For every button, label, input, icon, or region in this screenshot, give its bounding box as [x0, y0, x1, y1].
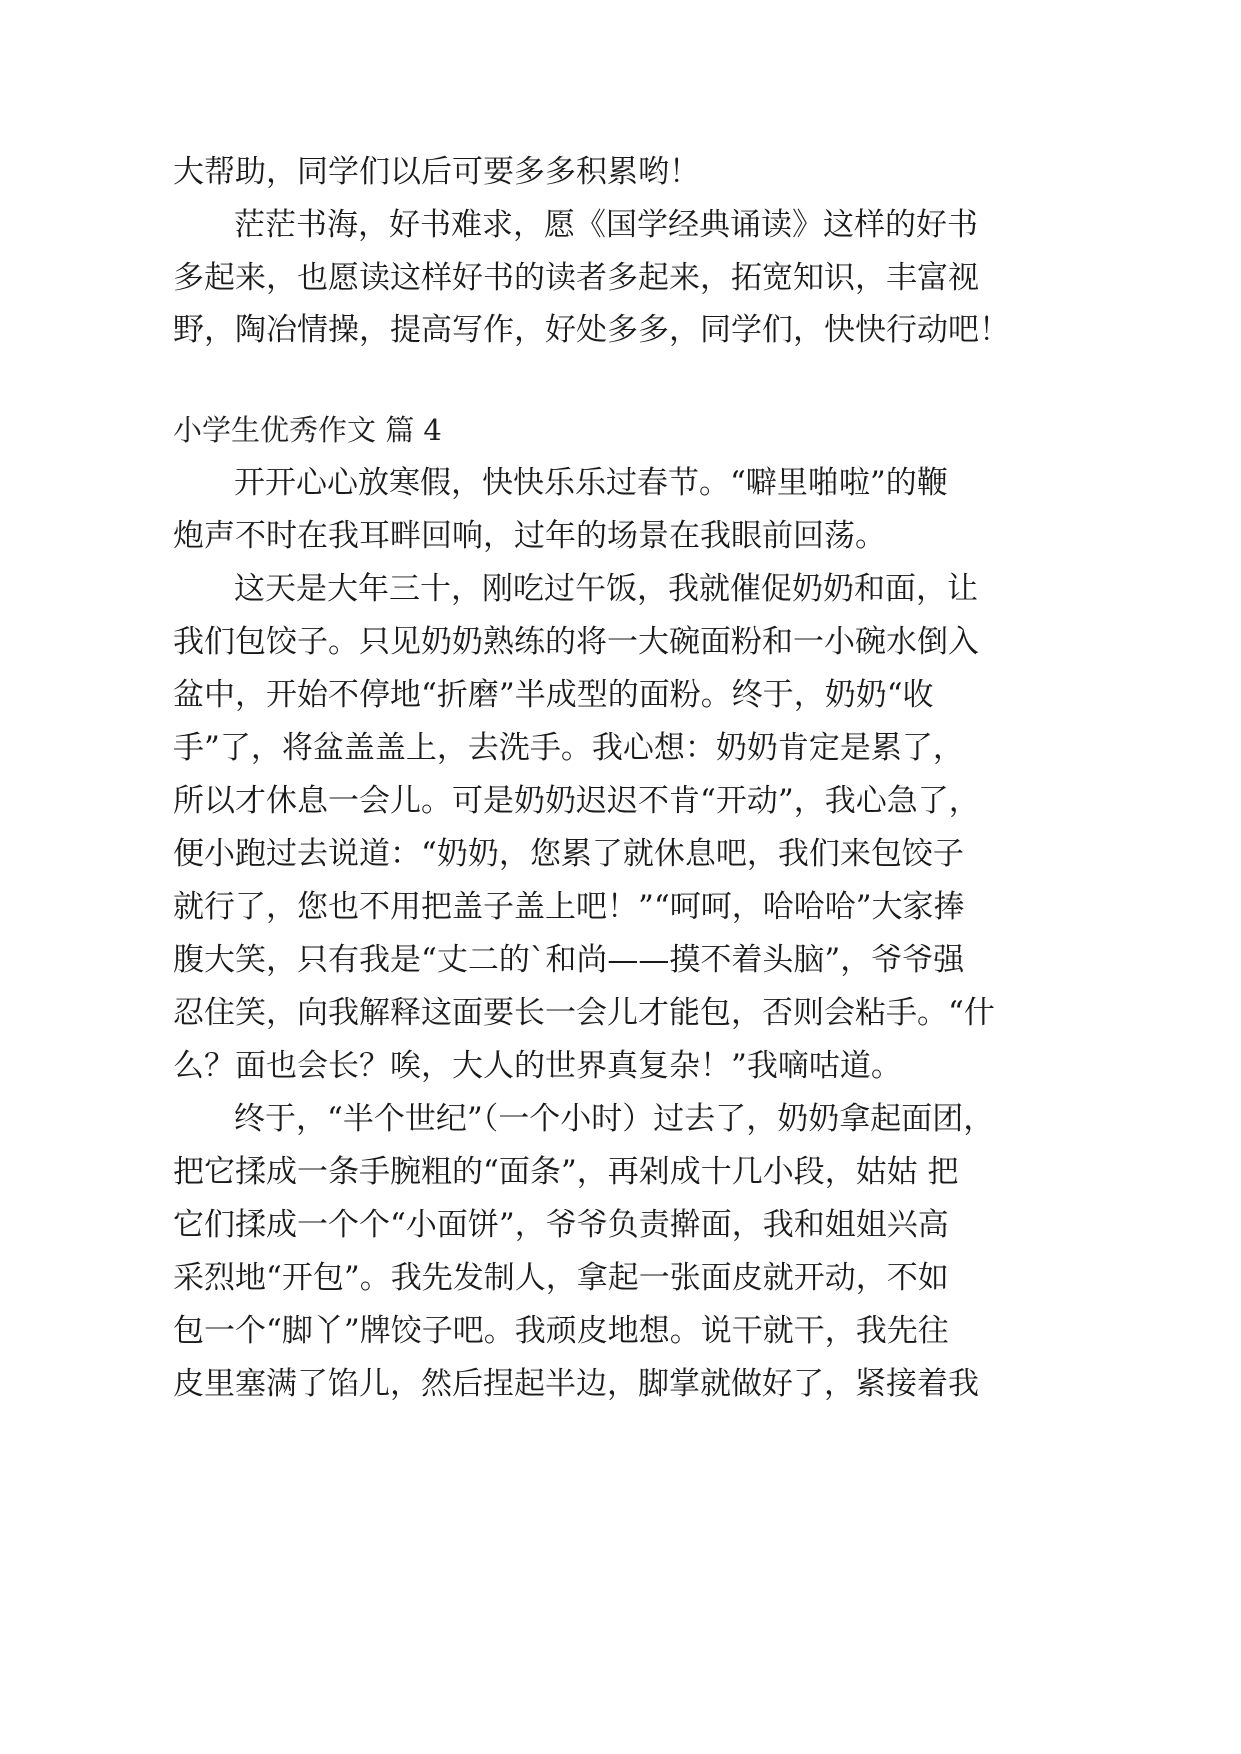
paragraph-first-line: 茫茫书海，好书难求，愿《国学经典诵读》这样的好书 — [234, 207, 978, 243]
text-line: 包一个“脚丫”牌饺子吧。我顽皮地想。说干就干，我先往 — [173, 1313, 949, 1349]
text-line: 腹大笑，只有我是“丈二的`和尚——摸不着头脑”，爷爷强 — [173, 942, 965, 978]
section-heading: 小学生优秀作文 篇 4 — [173, 413, 442, 447]
text-line: 便小跑过去说道：“奶奶，您累了就休息吧，我们来包饺子 — [173, 836, 964, 872]
text-line: 野，陶冶情操，提高写作，好处多多，同学们，快快行动吧！ — [173, 312, 1010, 348]
text-line: 炮声不时在我耳畔回响，过年的场景在我眼前回荡。 — [173, 518, 886, 554]
text-line: 手”了，将盆盖盖上，去洗手。我心想：奶奶肯定是累了， — [173, 730, 964, 766]
paragraph-first-line: 这天是大年三十，刚吃过午饭，我就催促奶奶和面，让 — [234, 571, 978, 607]
text-line: 采烈地“开包”。我先发制人，拿起一张面皮就开动，不如 — [173, 1260, 949, 1296]
paragraph-first-line: 开开心心放寒假，快快乐乐过春节。“噼里啪啦”的鞭 — [234, 465, 948, 501]
text-line: 所以才休息一会儿。可是奶奶迟迟不肯“开动”，我心急了， — [173, 783, 980, 819]
text-line: 大帮助，同学们以后可要多多积累哟！ — [173, 154, 700, 190]
text-line: 我们包饺子。只见奶奶熟练的将一大碗面粉和一小碗水倒入 — [173, 624, 979, 660]
text-line: 盆中，开始不停地“折磨”半成型的面粉。终于，奶奶“收 — [173, 677, 934, 713]
text-line: 它们揉成一个个“小面饼”，爷爷负责擀面，我和姐姐兴高 — [173, 1207, 949, 1243]
text-line: 么？面也会长？唉，大人的世界真复杂！”我嘀咕道。 — [173, 1048, 902, 1084]
text-line: 就行了，您也不用把盖子盖上吧！”“呵呵，哈哈哈”大家捧 — [173, 889, 965, 925]
paragraph-first-line: 终于，“半个世纪”（一个小时）过去了，奶奶拿起面团， — [234, 1101, 995, 1137]
text-line: 把它揉成一条手腕粗的“面条”，再剁成十几小段，姑姑 把 — [173, 1154, 959, 1190]
text-line: 多起来，也愿读这样好书的读者多起来，拓宽知识，丰富视 — [173, 260, 979, 296]
text-line: 皮里塞满了馅儿，然后捏起半边，脚掌就做好了，紧接着我 — [173, 1366, 979, 1402]
text-line: 忍住笑，向我解释这面要长一会儿才能包，否则会粘手。“什 — [173, 995, 995, 1031]
